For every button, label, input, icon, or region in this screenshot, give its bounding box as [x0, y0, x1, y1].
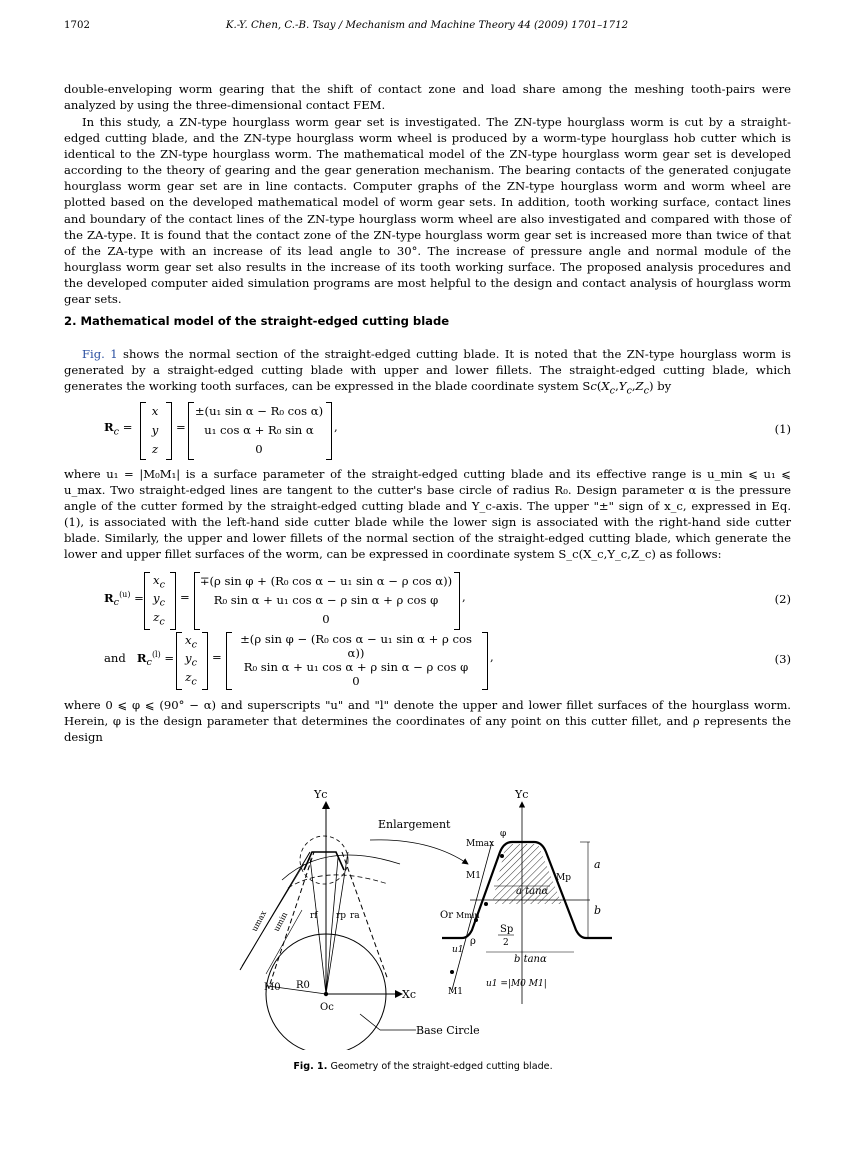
label-oc: Oc — [320, 1002, 334, 1013]
label-enlargement: Enlargement — [378, 818, 451, 831]
label-mmin: Mmin — [456, 911, 480, 920]
fig1-link[interactable]: Fig. 1 — [82, 347, 118, 361]
label-rf: rf — [310, 911, 318, 921]
label-mmax: Mmax — [466, 839, 495, 849]
label-u1: u1 — [452, 945, 464, 955]
eq1-vec-y: y — [151, 422, 159, 437]
paragraph-where-1: where u₁ = |M₀M₁| is a surface parameter of the straight-edged cutting blade and its effective range is u_min ⩽ u₁ ⩽ u_max. Two straight-edged lines are tangent to the cutter's base circle of radius R₀. Design parameter α is the pressure angle of the cutter formed by the straight-edged cutting blade and Y_c-axis. The upper "±" sign of x_c, expressed in Eq. (1), is associated with the left-hand side cutter blade while the lower sign is associated with the right-hand side cutter blade. Similarly, the upper and lower fillets of the normal section of the straight-edged cutting blade, which generate the lower and upper fillet surfaces of the worm, can be expressed in coordinate system S_c(X_c,Y_c,Z_c) as follows: — [64, 467, 791, 562]
label-m1-upper: M1 — [466, 871, 481, 881]
running-title: K.-Y. Chen, C.-B. Tsay / Mechanism and Machine Theory 44 (2009) 1701–1712 — [225, 20, 629, 31]
label-yc-right: Yc — [515, 788, 529, 801]
label-m0: M0 — [264, 982, 281, 993]
label-sp-denominator: 2 — [503, 938, 509, 948]
label-r0: R0 — [296, 980, 310, 991]
eq3-row-1: ±(ρ sin φ − (R₀ cos α − u₁ sin α + ρ cos α)) — [240, 632, 472, 660]
paragraph-fig1-intro: Fig. 1 shows the normal section of the straight-edged cutting blade. It is noted that the ZN-type hourglass worm is generated by a straight-edged cutting blade with upper and lower fillets. The straight-edged cutting blade, which generates the working tooth surfaces, can be expressed in the blade coordinate system $Sc(X_c,Y_c,Z_c)$ by — [64, 347, 791, 397]
right-enlarged-diagram — [440, 788, 612, 1004]
eq3-row-3: 0 — [352, 674, 360, 688]
running-header — [64, 20, 790, 38]
eq1-vec-x: x — [151, 404, 159, 419]
eq2-row-2: R₀ sin α + u₁ cos α − ρ sin α + ρ cos φ — [213, 592, 439, 607]
equation-3: and $R_c^{(l)}$ = $x_c$ $y_c$ $z_c$ = ±(ρ sin φ − (R₀ cos α − u₁ sin α + ρ cos α)) R₀ sin α + u₁ cos α + ρ sin α − ρ cos φ 0 , (3) — [104, 632, 791, 688]
paragraph-intro-continued: double-enveloping worm gearing that the shift of contact zone and load share among the meshing tooth-pairs were analyzed by using the three-dimensional contact FEM. — [64, 82, 791, 113]
eq1-row-3: 0 — [255, 441, 263, 456]
label-sp: Sp — [500, 924, 514, 935]
eq1-number: (1) — [774, 422, 791, 436]
label-base-circle: Base Circle — [416, 1024, 480, 1037]
eq2-number: (2) — [774, 592, 791, 606]
eq2-row-1: ∓(ρ sin φ + (R₀ cos α − u₁ sin α − ρ cos α)) — [199, 574, 453, 589]
paragraph-where-2: where 0 ⩽ φ ⩽ (90° − α) and superscripts "u" and "l" denote the upper and lower fillet surfaces of the hourglass worm. Herein, φ is the design parameter that determines the coordinates of any point on this cutter fillet, and ρ represents the design — [64, 698, 791, 745]
eq3-number: (3) — [774, 652, 791, 666]
eq3-row-2: R₀ sin α + u₁ cos α + ρ sin α − ρ cos φ — [243, 660, 469, 674]
equation-1: $R_c$ = x y z = ±(u₁ sin α − R₀ cos α) u₁ cos α + R₀ sin α 0 , (1) — [64, 400, 791, 460]
label-u1-equation: u1 =|M0 M1| — [486, 979, 547, 989]
label-or: Or — [440, 910, 453, 921]
equation-2: $R_c^{(u)}$ = $x_c$ $y_c$ $z_c$ = ∓(ρ sin φ + (R₀ cos α − u₁ sin α − ρ cos α)) R₀ sin α + u₁ cos α − ρ sin α + ρ cos φ 0 , (2) — [64, 570, 791, 632]
eq2-row-3: 0 — [322, 611, 330, 626]
caption-text: Geometry of the straight-edged cutting blade. — [330, 1061, 553, 1072]
label-ra: ra — [350, 911, 360, 921]
label-atan: a tanα — [516, 886, 549, 897]
figure-caption — [0, 1061, 846, 1072]
label-phi: φ — [500, 829, 507, 839]
label-yc-left: Yc — [314, 788, 328, 801]
label-b: b — [594, 904, 602, 917]
eq1-row-2: u₁ cos α + R₀ sin α — [204, 422, 314, 437]
label-btan: b tanα — [514, 954, 547, 965]
eq1-row-1: ±(u₁ sin α − R₀ cos α) — [194, 404, 324, 419]
caption-label: Fig. 1. — [293, 1061, 328, 1072]
label-umax: umax — [249, 909, 269, 933]
label-rho: ρ — [470, 936, 476, 947]
page-number: 1702 — [64, 20, 90, 31]
label-a: a — [594, 858, 601, 871]
section-heading: 2. Mathematical model of the straight-edged cutting blade — [64, 314, 450, 328]
label-umin: umin — [271, 910, 290, 933]
label-xc: Xc — [402, 988, 416, 1001]
eq1-vec-z: z — [151, 441, 159, 456]
label-rp: rp — [336, 911, 347, 921]
figure-1 — [230, 780, 630, 1050]
label-mp: Mp — [556, 873, 571, 883]
label-m1-lower: M1 — [448, 987, 463, 997]
paragraph-study: In this study, a ZN-type hourglass worm gear set is investigated. The ZN-type hourglass worm is cut by a straight-edged cutting blade, and the ZN-type hourglass worm wheel is produced by a worm-type hourglass hob cutter which is identical to the ZN-type hourglass worm. The mathematical model of the ZN-type hourglass worm gear set is developed according to the theory of gearing and the gear generation mechanism. The bearing contacts of the generated conjugate hourglass worm gear set are in line contacts. Computer graphs of the ZN-type hourglass worm and worm wheel are plotted based on the developed mathematical model of worm gear sets. In addition, tooth working surface, contact lines and boundary of the contact lines of the ZN-type hourglass worm wheel are also investigated and compared with those of the ZA-type. It is found that the contact zone of the ZN-type hourglass worm gear set is increased more than twice of that of the ZA-type with an increase of its lead angle to 30°. The increase of pressure angle and normal module of the hourglass worm gear set also results in the increase of its tooth working surface. The proposed analysis procedures and the developed computer aided simulation programs are most helpful to the design and contact analysis of hourglass worm gear sets. — [64, 115, 791, 307]
